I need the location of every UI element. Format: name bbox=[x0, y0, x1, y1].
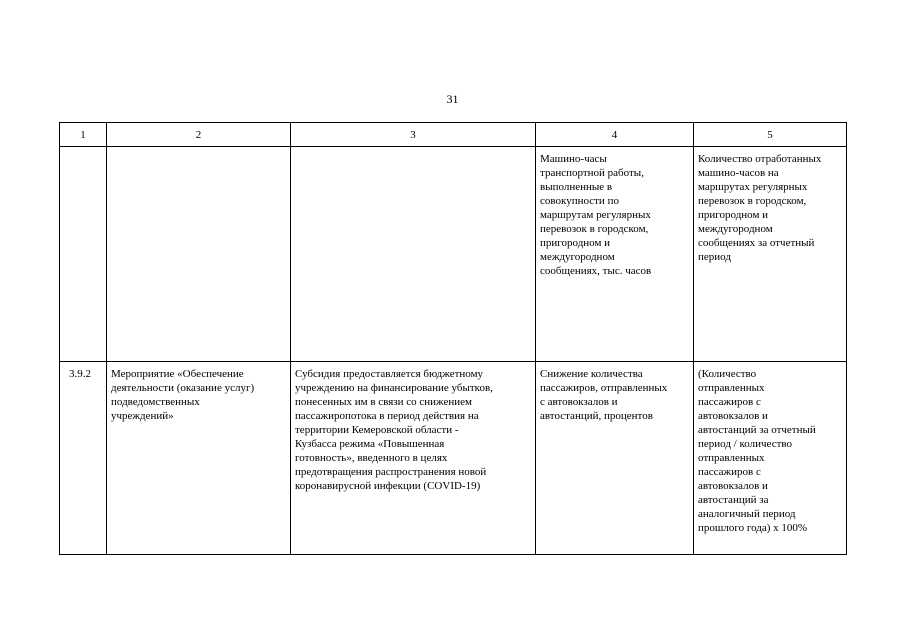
cell-calculation: (Количество отправленных пассажиров с автовокзалов и автостанций за отчетный период / количество отправленных пассажиров с автовокзалов и автостанций за аналогичный период прошлого года) x 100% bbox=[694, 362, 847, 555]
column-header-3: 3 bbox=[291, 123, 536, 147]
table-row bbox=[60, 147, 847, 362]
cell-number: 3.9.2 bbox=[60, 362, 107, 555]
column-header-2: 2 bbox=[107, 123, 291, 147]
cell-description bbox=[291, 147, 536, 362]
cell-measure-name: Мероприятие «Обеспечение деятельности (оказание услуг) подведомственных учреждений» bbox=[107, 362, 291, 555]
table-row bbox=[60, 362, 847, 555]
column-header-1: 1 bbox=[60, 123, 107, 147]
page-number: 31 bbox=[446, 92, 459, 106]
cell-calculation: Количество отработанных машино-часов на маршрутах регулярных перевозок в городском, пригородном и междугородном сообщениях за отчетный период bbox=[694, 147, 847, 362]
cell-number bbox=[60, 147, 107, 362]
table-header-row bbox=[60, 123, 847, 147]
program-measures-table bbox=[59, 122, 847, 555]
column-header-5: 5 bbox=[694, 123, 847, 147]
cell-indicator: Машино-часы транспортной работы, выполненные в совокупности по маршрутам регулярных перевозок в городском, пригородном и междугородном сообщениях, тыс. часов bbox=[536, 147, 694, 362]
cell-measure-name bbox=[107, 147, 291, 362]
cell-indicator: Снижение количества пассажиров, отправленных с автовокзалов и автостанций, процентов bbox=[536, 362, 694, 555]
column-header-4: 4 bbox=[536, 123, 694, 147]
cell-description: Субсидия предоставляется бюджетному учреждению на финансирование убытков, понесенных им в связи со снижением пассажиропотока в период действия на территории Кемеровской области - Кузбасса режима «Повышенная готовность», введенного в целях предотвращения распространения новой коронавирусной инфекции (COVID-19) bbox=[291, 362, 536, 555]
